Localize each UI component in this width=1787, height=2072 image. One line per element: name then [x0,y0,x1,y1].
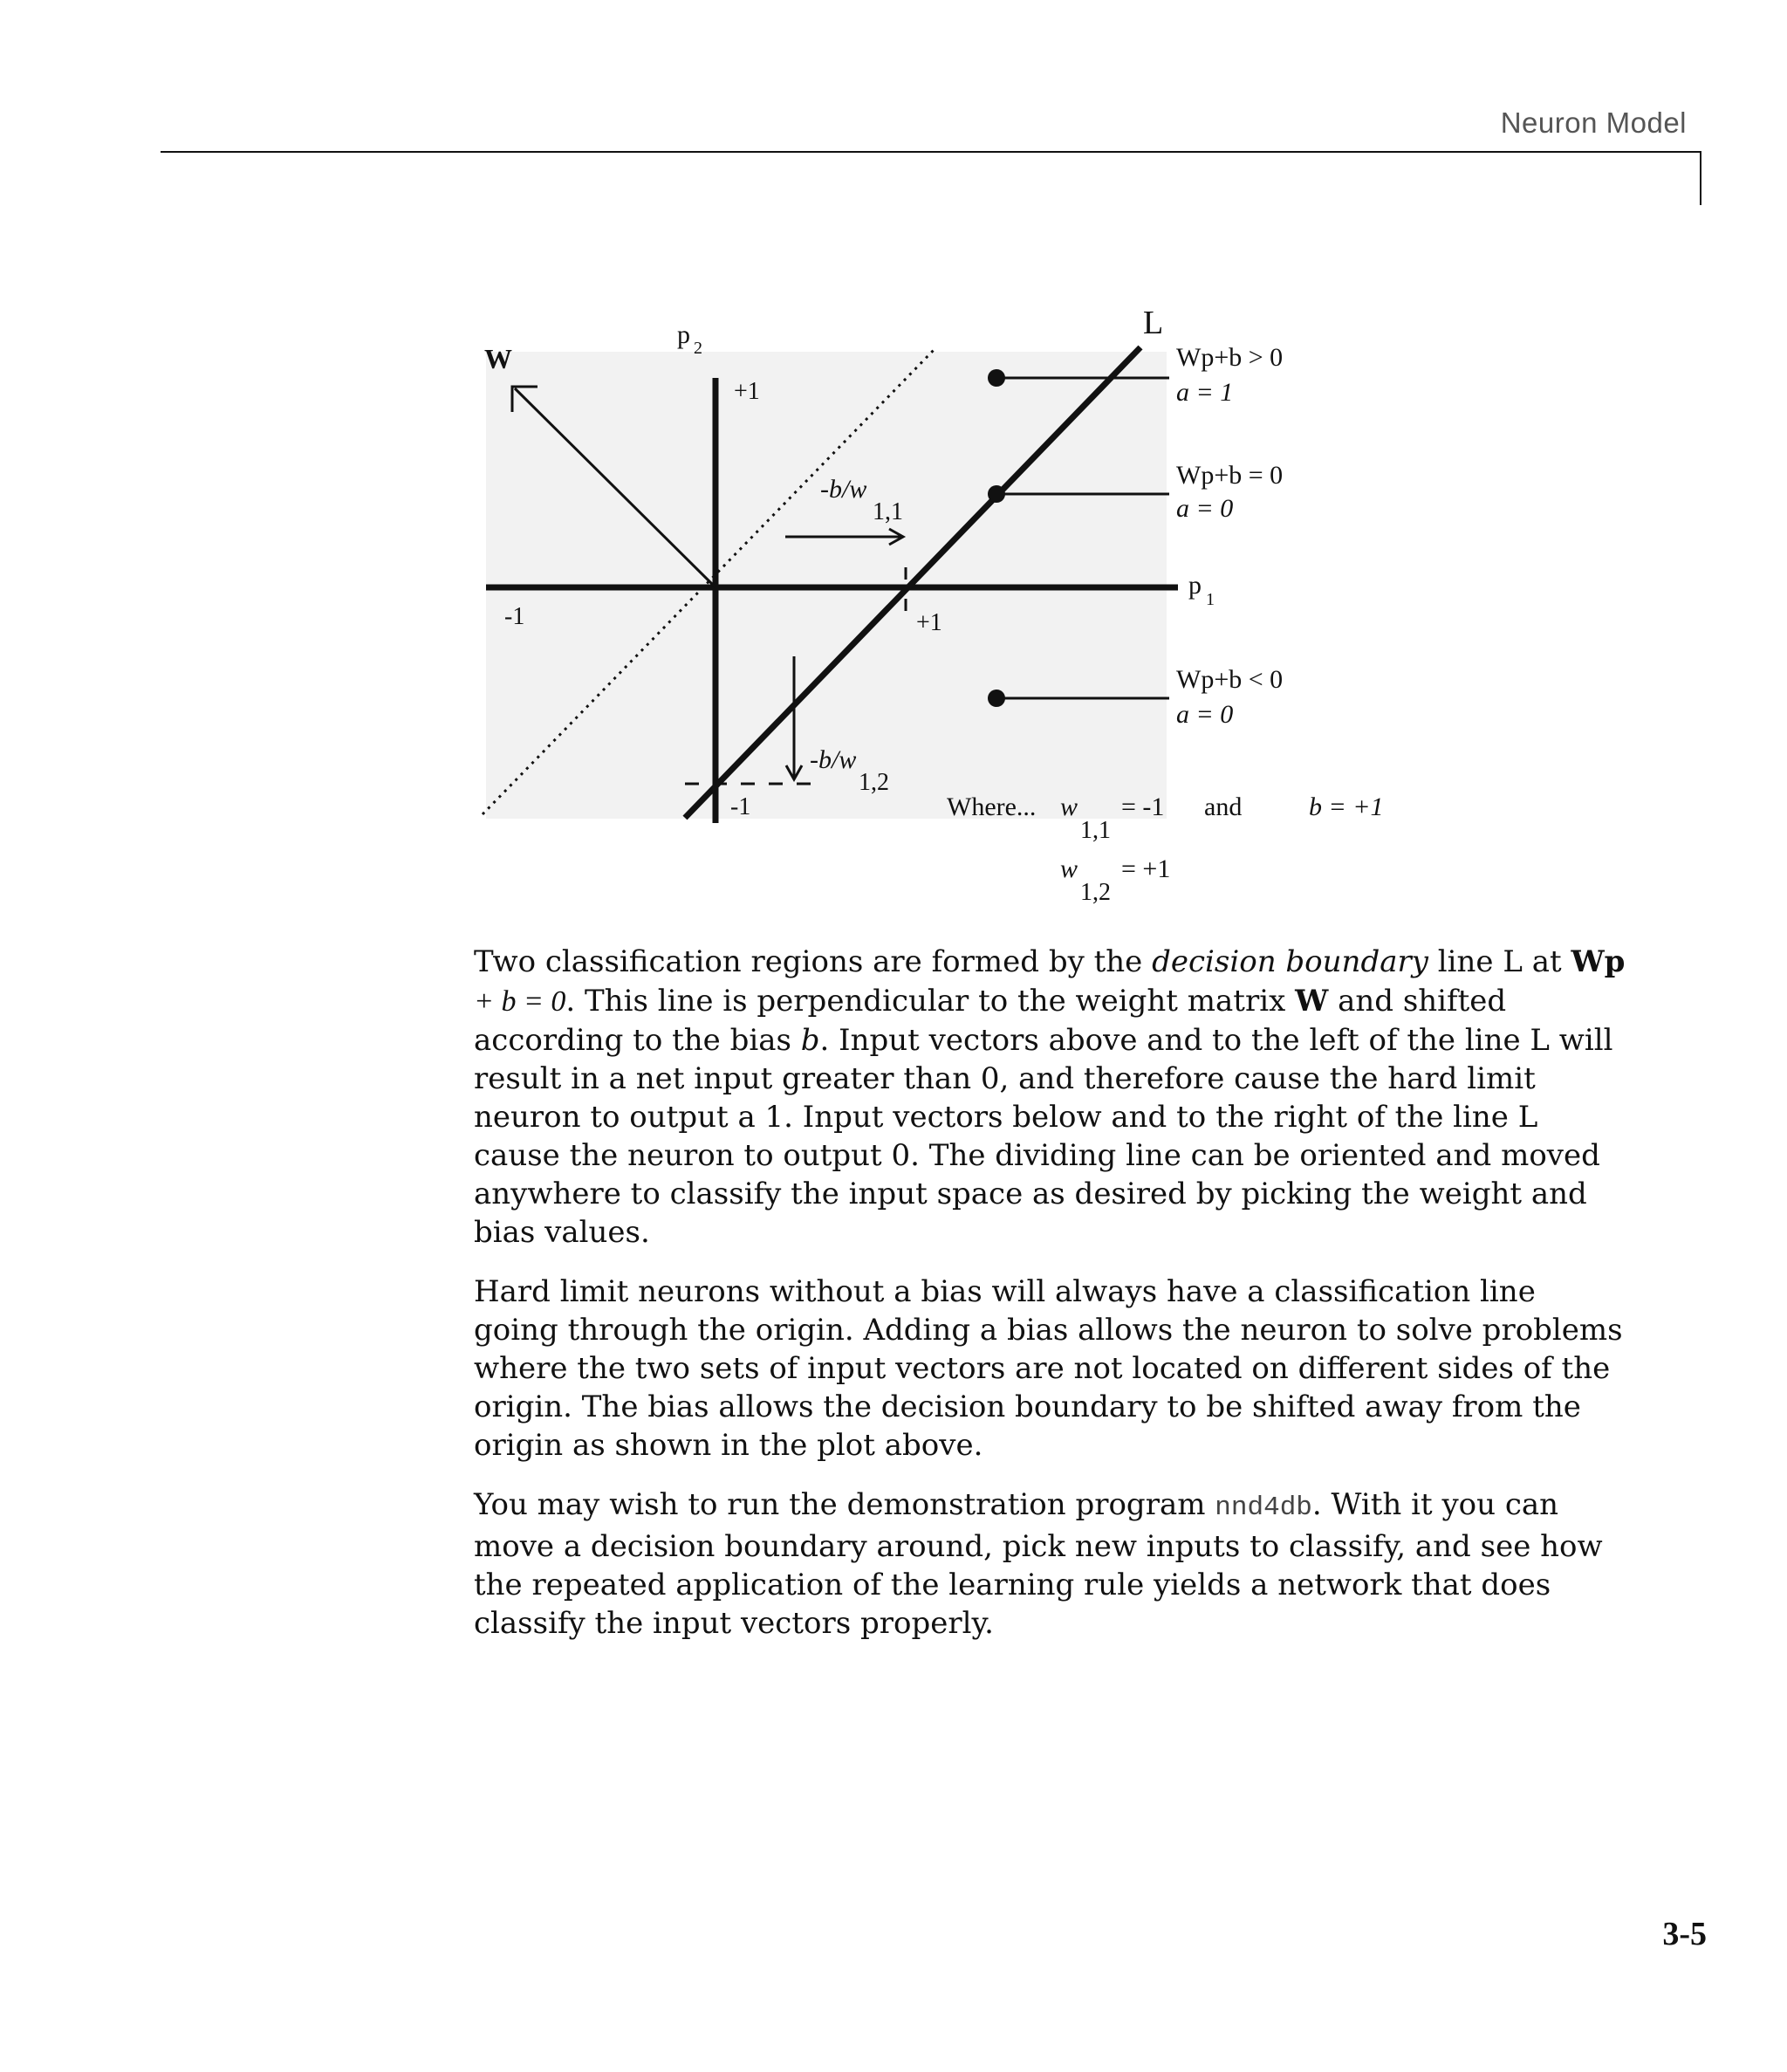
tick-p2-plus: +1 [734,378,760,405]
intercept-p2-label: -b/w [810,745,857,774]
tick-p1-minus: -1 [504,603,525,630]
paragraph-demo: You may wish to run the demonstration program nnd4db. With it you can move a decision boundary around, pick new inputs to classify, and see how the repeated application of the learning rule yields a network that does classify the input vectors properly. [474,1487,1603,1641]
w11-symbol: w [1060,792,1078,821]
w12-symbol: w [1060,854,1078,883]
tick-p2-minus: -1 [730,793,751,820]
demo-program-name: nnd4db [1215,1492,1312,1523]
and-word: and [1204,792,1243,821]
paragraph-bias: Hard limit neurons without a bias will always have a classification line going through the origin. Adding a bias allows the neuron to solve problems where the two sets of input vectors are not located on different sides of the origin. The bias allows the decision boundary to be shifted away from the origin as shown in the plot above. [474,1274,1623,1463]
weight-vector-label: W [484,343,512,374]
equation-rest: + b = 0 [474,985,566,1018]
region-negative-expression: Wp+b < 0 [1176,665,1284,694]
intercept-p1-subscript: 1,1 [873,498,903,525]
w11-subscript: 1,1 [1080,817,1111,844]
region-positive-expression: Wp+b > 0 [1176,343,1284,372]
p2-axis-label: p [677,320,690,349]
body-text [474,943,1626,1664]
w11-value: = -1 [1121,792,1165,821]
paragraph-decision-boundary: Two classification regions are formed by the decision boundary line L at Wp + b = 0. This line is perpendicular to the weight matrix W and shifted according to the bias b. Input vectors above and to the left of the line L will result in a net input greater than 0, and therefore cause the hard limit neuron to output a 1. Input vectors below and to the right of the line L cause the neuron to output 0. The dividing line can be oriented and moved anywhere to classify the input space as desired by picking the weight and bias values. [474,944,1626,1250]
page-number: 3-5 [1662,1916,1707,1952]
term-decision-boundary: decision boundary [1152,944,1428,979]
running-head: Neuron Model [1500,106,1687,139]
region-zero-expression: Wp+b = 0 [1176,461,1284,490]
p1-axis-subscript: 1 [1206,590,1215,609]
where-prefix: Where... [947,792,1037,821]
bias-symbol: b [800,1023,820,1058]
decision-boundary-figure [0,0,1787,925]
intercept-p1-label: -b/w [820,475,867,504]
boundary-label: L [1143,305,1164,341]
tick-p1-plus: +1 [916,609,942,636]
equation-wp: Wp [1571,944,1626,979]
p2-axis-subscript: 2 [694,339,702,358]
w12-value: = +1 [1121,854,1171,883]
p1-axis-label: p [1188,571,1202,600]
region-negative-output: a = 0 [1176,700,1234,729]
bias-value: b = +1 [1309,792,1384,821]
weight-matrix-symbol: W [1295,984,1329,1019]
intercept-p2-subscript: 1,2 [859,769,889,796]
region-zero-output: a = 0 [1176,494,1234,523]
region-positive-output: a = 1 [1176,378,1234,407]
w12-subscript: 1,2 [1080,879,1111,906]
